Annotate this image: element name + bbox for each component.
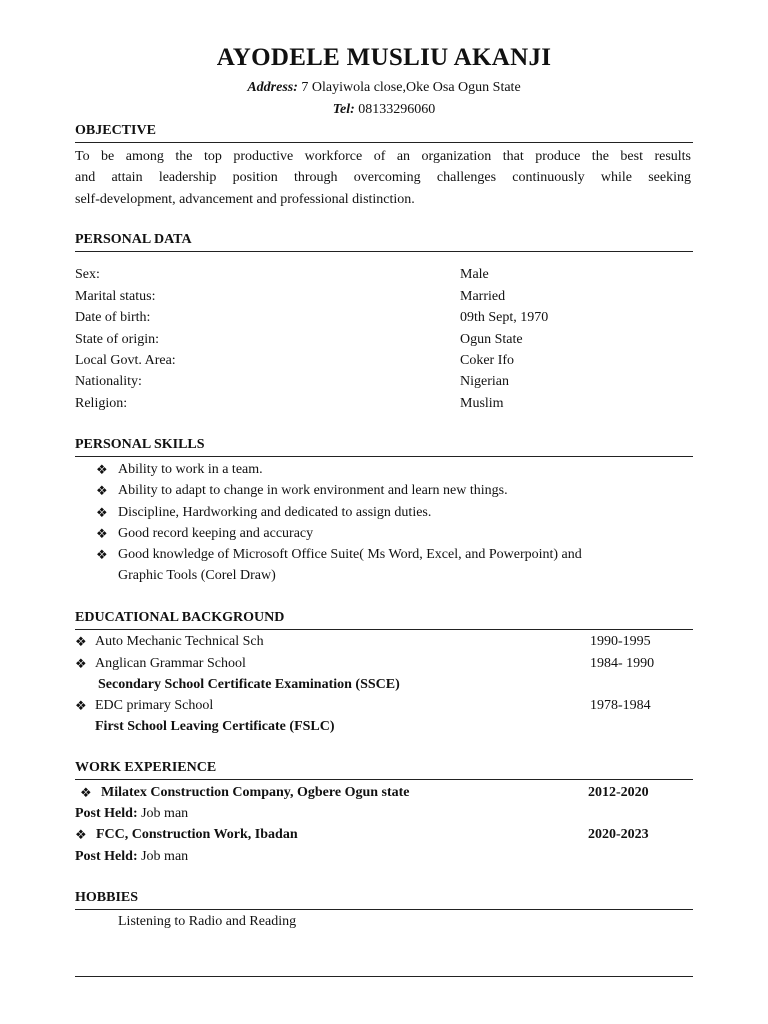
work-years: 2020-2023 <box>588 827 649 842</box>
objective-line-1: To be among the top productive workforce of an organization that produce the best results <box>75 149 691 164</box>
education-years: 1978-1984 <box>590 698 651 713</box>
diamond-bullet-icon: ❖ <box>96 462 108 477</box>
work-company: Milatex Construction Company, Ogbere Ogun state <box>101 785 410 800</box>
sex-value: Male <box>460 267 489 282</box>
diamond-bullet-icon: ❖ <box>80 785 92 800</box>
diamond-bullet-icon: ❖ <box>75 656 87 671</box>
education-school: Anglican Grammar School <box>95 656 246 671</box>
religion-label: Religion: <box>75 396 128 411</box>
diamond-bullet-icon: ❖ <box>96 547 108 562</box>
post-held-label: Post Held: <box>75 849 138 864</box>
marital-status-value: Married <box>460 289 506 304</box>
tel-value: 08133296060 <box>358 102 436 117</box>
post-held-value: Job man <box>141 806 189 821</box>
diamond-bullet-icon: ❖ <box>96 505 108 520</box>
post-held-value: Job man <box>141 849 189 864</box>
education-years: 1990-1995 <box>590 634 651 649</box>
sex-label: Sex: <box>75 267 100 282</box>
skill-item: Discipline, Hardworking and dedicated to assign duties. <box>118 505 432 520</box>
skill-item: Good knowledge of Microsoft Office Suite( Ms Word, Excel, and Powerpoint) and <box>118 547 582 562</box>
hobbies-heading: HOBBIES <box>75 890 693 910</box>
education-certificate: Secondary School Certificate Examination (SSCE) <box>98 677 400 692</box>
objective-line-2: and attain leadership position through overcoming challenges continuously while seeking <box>75 170 691 186</box>
diamond-bullet-icon: ❖ <box>96 483 108 498</box>
dob-value: 09th Sept, 1970 <box>460 310 549 325</box>
hobbies-text: Listening to Radio and Reading <box>118 914 297 929</box>
religion-value: Muslim <box>460 396 504 411</box>
work-heading: WORK EXPERIENCE <box>75 760 693 780</box>
tel-label: Tel: <box>332 102 355 117</box>
tel-line <box>0 102 768 118</box>
lga-label: Local Govt. Area: <box>75 353 176 368</box>
skill-item-continuation: Graphic Tools (Corel Draw) <box>118 568 276 583</box>
education-school: EDC primary School <box>95 698 214 713</box>
skill-item: Ability to work in a team. <box>118 462 263 477</box>
marital-status-label: Marital status: <box>75 289 156 304</box>
nationality-value: Nigerian <box>460 374 509 389</box>
diamond-bullet-icon: ❖ <box>75 634 87 649</box>
skill-item: Good record keeping and accuracy <box>118 526 314 541</box>
state-of-origin-label: State of origin: <box>75 332 159 347</box>
address-line <box>0 80 768 96</box>
personal-data-heading: PERSONAL DATA <box>75 232 693 252</box>
education-certificate: First School Leaving Certificate (FSLC) <box>95 719 335 734</box>
address-label: Address: <box>247 80 298 95</box>
education-school: Auto Mechanic Technical Sch <box>95 634 264 649</box>
skills-heading: PERSONAL SKILLS <box>75 437 693 457</box>
education-heading: EDUCATIONAL BACKGROUND <box>75 610 693 630</box>
work-years: 2012-2020 <box>588 785 649 800</box>
skill-item: Ability to adapt to change in work environment and learn new things. <box>118 483 508 498</box>
diamond-bullet-icon: ❖ <box>96 526 108 541</box>
objective-text <box>75 146 691 210</box>
work-post <box>75 846 188 867</box>
objective-line-3: self-development, advancement and professional distinction. <box>75 191 415 207</box>
candidate-name: AYODELE MUSLIU AKANJI <box>216 44 552 71</box>
post-held-label: Post Held: <box>75 806 138 821</box>
lga-value: Coker Ifo <box>460 353 515 368</box>
education-years: 1984- 1990 <box>590 656 655 671</box>
objective-heading: OBJECTIVE <box>75 123 693 143</box>
work-post <box>75 803 188 824</box>
address-value: 7 Olayiwola close,Oke Osa Ogun State <box>301 80 521 95</box>
state-of-origin-value: Ogun State <box>460 332 523 347</box>
nationality-label: Nationality: <box>75 374 142 389</box>
footer-divider <box>75 976 693 977</box>
dob-label: Date of birth: <box>75 310 151 325</box>
work-company: FCC, Construction Work, Ibadan <box>96 827 298 842</box>
diamond-bullet-icon: ❖ <box>75 698 87 713</box>
diamond-bullet-icon: ❖ <box>75 827 87 842</box>
